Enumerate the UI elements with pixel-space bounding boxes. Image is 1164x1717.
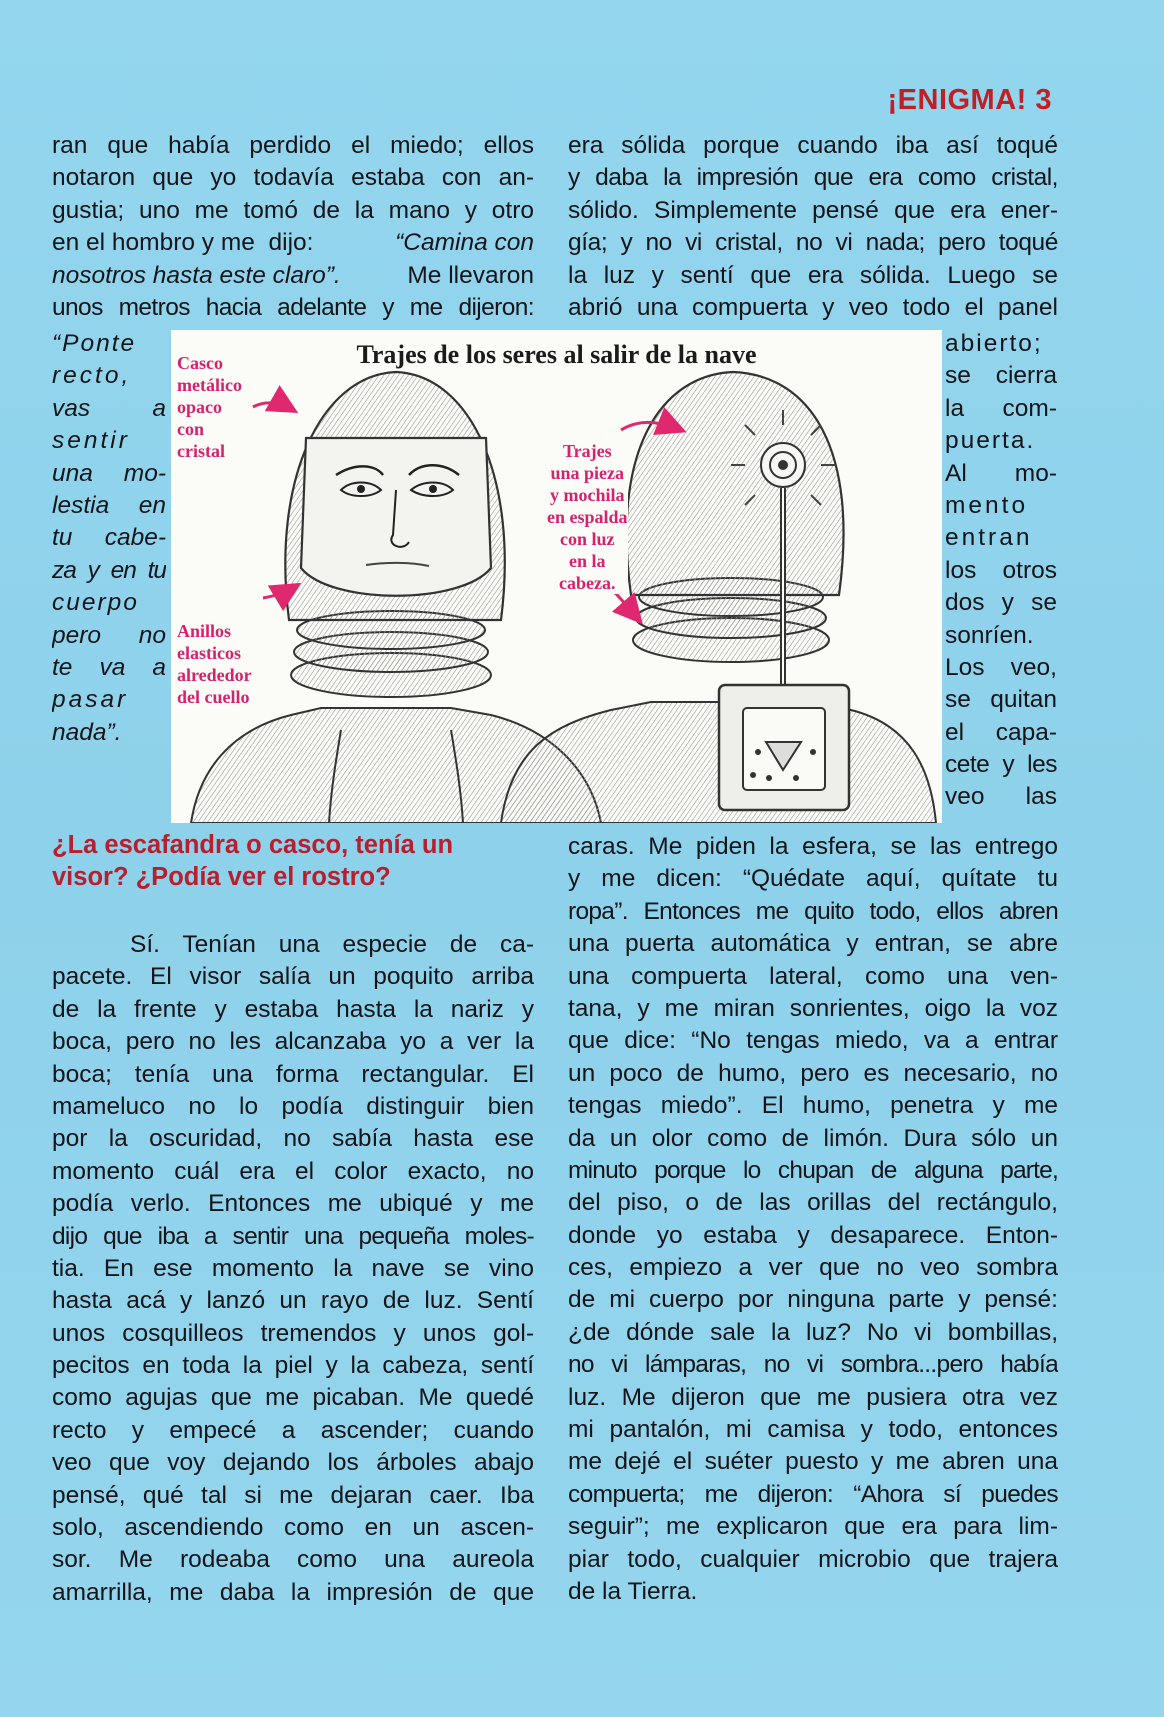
- text-line: tu cabe-: [52, 524, 166, 552]
- label-line: en espalda: [547, 507, 628, 527]
- text-line: me dejé el suéter puesto y me abren una: [568, 1448, 1058, 1476]
- figure-title: Trajes de los seres al salir de la nave: [356, 340, 757, 369]
- text-line: sólido. Simplemente pensé que era ener-: [568, 196, 1058, 224]
- text-line: notaron que yo todavía estaba con an-: [52, 164, 534, 192]
- label-trajes: [547, 440, 628, 594]
- label-line: con luz: [560, 529, 615, 549]
- text-line: la luz y sentí que era sólida. Luego se: [568, 261, 1058, 289]
- text-line: dijo que iba a sentir una pequeña moles-: [52, 1222, 534, 1250]
- text-line: unos cosquilleos tremendos y unos gol-: [52, 1319, 534, 1347]
- text-line: gustia; uno me tomó de la mano y otro: [52, 196, 534, 224]
- text-line: mameluco no lo podía distinguir bien: [52, 1092, 534, 1120]
- text-line: te va a: [52, 653, 166, 681]
- page-header: ¡ENIGMA! 3: [887, 84, 1052, 116]
- label-line: una pieza: [550, 463, 625, 483]
- text-line: era sólida porque cuando iba así toqué: [568, 132, 1058, 159]
- right-column-top: [568, 130, 1058, 324]
- text-line: como agujas que me picaban. Me quedé: [52, 1384, 534, 1412]
- label-line: opaco: [177, 397, 222, 417]
- text-line: podía verlo. Entonces me ubiqué y me: [52, 1190, 534, 1218]
- text-line: una puerta automática y entran, se abre: [568, 930, 1058, 958]
- label-line: en la: [569, 551, 606, 571]
- text-line: hasta acá y lanzó un rayo de luz. Sentí: [52, 1287, 534, 1315]
- text-line: sor. Me rodeaba como una aureola: [52, 1546, 534, 1574]
- text-line: [52, 260, 534, 292]
- text-fragment: en el hombro y me dijo:: [52, 229, 321, 257]
- text-line: ces, empiezo a ver que no veo sombra: [568, 1254, 1058, 1282]
- text-line: donde yo estaba y desaparece. Enton-: [568, 1221, 1058, 1249]
- text-line: pecitos en toda la piel y la cabeza, sentí: [52, 1352, 534, 1380]
- text-line: Al mo-: [945, 459, 1057, 487]
- text-line: se quitan: [945, 686, 1057, 714]
- quote-fragment: nosotros hasta este claro”.: [52, 261, 341, 289]
- label-line: Anillos: [177, 621, 232, 641]
- text-line: de la Tierra.: [568, 1577, 698, 1605]
- text-line: la com-: [945, 394, 1057, 422]
- text-line: minuto porque lo chupan de alguna parte,: [568, 1156, 1058, 1184]
- text-line: [52, 227, 534, 259]
- text-line: no vi lámparas, no vi sombra...pero había: [568, 1351, 1058, 1379]
- text-line: de mi cuerpo por ninguna parte y pensé:: [568, 1286, 1058, 1314]
- label-line: alrededor: [177, 665, 252, 685]
- label-line: con: [177, 419, 204, 439]
- text-line: ropa”. Entonces me quito todo, ellos abren: [568, 897, 1058, 925]
- left-column-bottom: [52, 929, 534, 1609]
- text-line: de la frente y estaba hasta la nariz y: [52, 995, 534, 1023]
- text-line: boca, pero no les alcanzaba yo a ver la: [52, 1028, 534, 1056]
- left-column-narrow: [52, 328, 166, 749]
- text-line: boca; tenía una forma rectangular. El: [52, 1060, 534, 1088]
- text-line: za y en tu: [52, 556, 166, 584]
- text-line: piar todo, cualquier microbio que trajera: [568, 1545, 1058, 1573]
- illustration-figure: [171, 330, 942, 823]
- text-line: entran: [945, 524, 1033, 552]
- text-line: abrió una compuerta y veo todo el panel: [568, 293, 1058, 321]
- text-line: y me dicen: “Quédate aquí, quítate tu: [568, 865, 1058, 893]
- label-line: cabeza.: [559, 573, 616, 593]
- text-line: pasar: [52, 686, 129, 714]
- text-line: pensé, qué tal si me dejaran caer. Iba: [52, 1481, 534, 1509]
- text-line: amarrilla, me daba la impresión de que: [52, 1578, 534, 1606]
- text-line: sonríen.: [945, 621, 1034, 649]
- text-line: momento cuál era el color exacto, no: [52, 1157, 534, 1185]
- text-line: ¿de dónde sale la luz? No vi bombillas,: [568, 1318, 1058, 1346]
- text-line: da un olor como de limón. Dura sólo un: [568, 1124, 1058, 1152]
- label-line: Trajes: [562, 441, 612, 461]
- quote-fragment: “Camina con: [395, 229, 534, 257]
- label-casco: [177, 352, 242, 462]
- text-line: veo las: [945, 783, 1057, 811]
- text-line: compuerta; me dijeron: “Ahora sí puedes: [568, 1480, 1058, 1508]
- text-line: puerta.: [945, 427, 1036, 455]
- text-line: gía; y no vi cristal, no vi nada; pero toqué: [568, 229, 1058, 257]
- text-line: caras. Me piden la esfera, se las entrego: [568, 833, 1058, 860]
- text-line: los otros: [945, 556, 1057, 584]
- text-line: “Ponte: [52, 330, 137, 357]
- text-line: ran que había perdido el miedo; ellos: [52, 132, 534, 159]
- text-line: una mo-: [52, 459, 166, 487]
- label-line: metálico: [177, 375, 242, 395]
- text-line: se cierra: [945, 362, 1057, 390]
- text-line: dos y se: [945, 589, 1057, 617]
- text-line: solo, ascendiendo como en un ascen-: [52, 1514, 534, 1542]
- label-line: del cuello: [177, 687, 250, 707]
- left-column-top: [52, 130, 534, 324]
- text-line: nada”.: [52, 718, 122, 746]
- text-line: lestia en: [52, 491, 166, 519]
- text-line: el capa-: [945, 718, 1057, 746]
- text-line: cuerpo: [52, 589, 139, 617]
- text-line: cete y les: [945, 751, 1057, 779]
- text-line: tana, y me miran sonrientes, oigo la voz: [568, 994, 1058, 1022]
- text-fragment: Me llevaron: [407, 261, 534, 289]
- right-column-narrow: [945, 328, 1057, 814]
- text-line: mi pantalón, mi camisa y todo, entonces: [568, 1416, 1058, 1444]
- text-line: recto y empecé a ascender; cuando: [52, 1416, 534, 1444]
- text-line: y daba la impresión que era como cristal,: [568, 164, 1058, 192]
- text-line: pacete. El visor salía un poquito arriba: [52, 963, 534, 991]
- label-line: cristal: [177, 441, 225, 461]
- label-line: y mochila: [550, 485, 625, 505]
- text-line: que dice: “No tengas miedo, va a entrar: [568, 1027, 1058, 1055]
- text-line: recto,: [52, 362, 132, 390]
- label-anillos: [177, 620, 252, 708]
- text-line: un poco de humo, pero es necesario, no: [568, 1059, 1058, 1087]
- text-line: abierto;: [945, 330, 1043, 357]
- text-line: luz. Me dijeron que me pusiera otra vez: [568, 1383, 1058, 1411]
- text-line: tia. En ese momento la nave se vino: [52, 1254, 534, 1282]
- text-line: veo que voy dejando los árboles abajo: [52, 1449, 534, 1477]
- text-line: Sí. Tenían una especie de ca-: [130, 931, 534, 958]
- text-line: seguir”; me explicaron que era para lim-: [568, 1513, 1058, 1541]
- text-line: del piso, o de las orillas del rectángulo,: [568, 1189, 1058, 1217]
- text-line: pero no: [52, 621, 166, 649]
- label-line: Casco: [177, 353, 223, 373]
- right-column-bottom: [568, 831, 1058, 1608]
- section-question: ¿La escafandra o casco, tenía un visor? ¿Podía ver el rostro?: [52, 831, 454, 891]
- text-line: por la oscuridad, no sabía hasta ese: [52, 1125, 534, 1153]
- text-line: una compuerta lateral, como una ven-: [568, 962, 1058, 990]
- text-line: tengas miedo”. El humo, penetra y me: [568, 1092, 1058, 1120]
- text-line: mento: [945, 491, 1029, 519]
- label-line: elasticos: [177, 643, 241, 663]
- text-line: Los veo,: [945, 653, 1057, 681]
- text-line: unos metros hacia adelante y me dijeron:: [52, 293, 534, 321]
- text-line: vas a: [52, 394, 166, 422]
- text-line: sentir: [52, 427, 130, 455]
